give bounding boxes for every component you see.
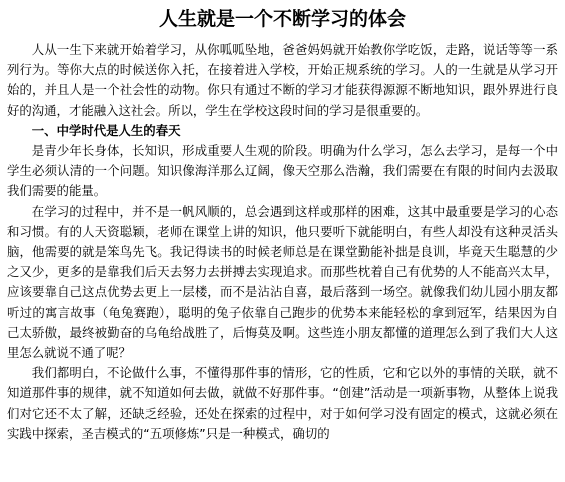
section-heading: 一、中学时代是人生的春天 [31, 122, 181, 138]
section-paragraph-1: 是青少年长身体，长知识，形成重要人生观的阶段。明确为什么学习，怎么去学习，是每一个中学生必须认清的一个问题。知识像海洋那么辽阔，像天空那么浩瀚，我们需要在有限的时间内去汲取我们需要的能量。 [7, 143, 558, 199]
section-paragraph-3: 我们都明白，不论做什么事，不懂得那件事的情形，它的性质，它和它以外的事情的关联，就不知道那件事的规律，就不知道如何去做，就做不好那件事。“创建”活动是一项新事物，从整体上说我们对它还不太了解，还缺乏经验，还处在探索的过程中，对于如何学习没有固定的模式，这就必须在实践中探索，圣吉模式的“五项修炼”只是一种模式，确切的 [7, 365, 558, 441]
intro-paragraph: 人从一生下来就开始着学习，从你呱呱坠地，爸爸妈妈就开始教你学吃饭，走路，说话等等一系列行为。等你大点的时候送你入托，在接着进入学校，开始正规系统的学习。人的一生就是从学习开始的，并且人是一个社会性的动物。你只有通过不断的学习才能获得源源不断地知识，跟外界进行良好的沟通，才能融入这社会。所以，学生在学校这段时间的学习是很重要的。 [7, 42, 558, 118]
section-paragraph-2: 在学习的过程中，并不是一帆风顺的，总会遇到这样或那样的困难，这其中最重要是学习的心态和习惯。有的人天资聪颖，老师在课堂上讲的知识，他只要听下就能明白，有些人却没有这种灵活头脑，他需要的就是笨鸟先飞。我记得读书的时候老师总是在课堂勤能补拙是良训，毕竟天生聪慧的少之又少，更多的是靠我们后天去努力去拼搏去实现追求。而那些枕着自己有优势的人不能高兴太早，应该要靠自己这点优势去更上一层楼，而不是沾沾自喜，最后落到一场空。就像我们幼儿园小朋友都听过的寓言故事（龟兔赛跑），聪明的兔子依靠自己跑步的优势本来能轻松的拿到冠军，结果因为自己太骄傲，最终被勤奋的乌龟给战胜了，后悔莫及啊。这些连小朋友都懂的道理怎么到了我们大人这里怎么就说不通了呢？ [7, 203, 558, 361]
document-title: 人生就是一个不断学习的体会 [158, 8, 406, 30]
